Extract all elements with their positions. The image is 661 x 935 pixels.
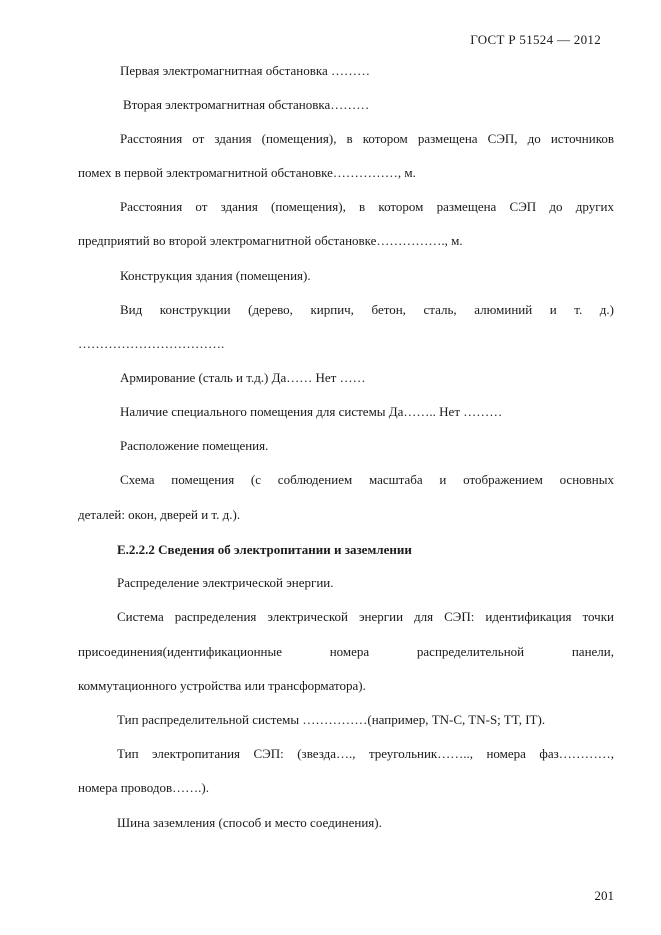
text-line: Расстояния от здания (помещения), в котором размещена СЭП до других [120,199,614,214]
page-number: 201 [594,888,614,903]
text-line: Вторая электромагнитная обстановка……… [123,97,370,112]
text-line: Расстояния от здания (помещения), в котором размещена СЭП, до источников [120,131,614,146]
section-heading: Е.2.2.2 Сведения об электропитании и заземлении [117,542,412,557]
text-line: предприятий во второй электромагнитной обстановке……………., м. [78,233,463,248]
text-line: Система распределения электрической энергии для СЭП: идентификация точки [117,609,614,624]
text-line: Тип электропитания СЭП: (звезда…., треугольник…….., номера фаз…………, [117,746,614,761]
text-line: коммутационного устройства или трансформатора). [78,678,366,693]
text-line: Расположение помещения. [120,438,269,453]
text-line: Распределение электрической энергии. [117,575,334,590]
text-line: Тип распределительной системы ……………(например, TN-C, TN-S; TT, IT). [117,712,546,727]
text-line: Наличие специального помещения для системы Да…….. Нет ……… [120,404,503,419]
page-header: ГОСТ Р 51524 — 2012 [470,32,601,47]
text-line: номера проводов…….). [78,780,209,795]
text-line: присоединения(идентификационные номера распределительной панели, [78,644,614,659]
text-line: Армирование (сталь и т.д.) Да…… Нет …… [120,370,366,385]
text-line: Вид конструкции (дерево, кирпич, бетон, сталь, алюминий и т. д.) [120,302,614,317]
text-line: Конструкция здания (помещения). [120,268,311,283]
text-line: помех в первой электромагнитной обстановке……………, м. [78,165,416,180]
text-line: ……………………………. [78,336,225,351]
text-line: Первая электромагнитная обстановка ……… [120,63,370,78]
text-line: Шина заземления (способ и место соединения). [117,815,382,830]
text-line: Схема помещения (с соблюдением масштаба и отображением основных [120,472,614,487]
text-line: деталей: окон, дверей и т. д.). [78,507,241,522]
